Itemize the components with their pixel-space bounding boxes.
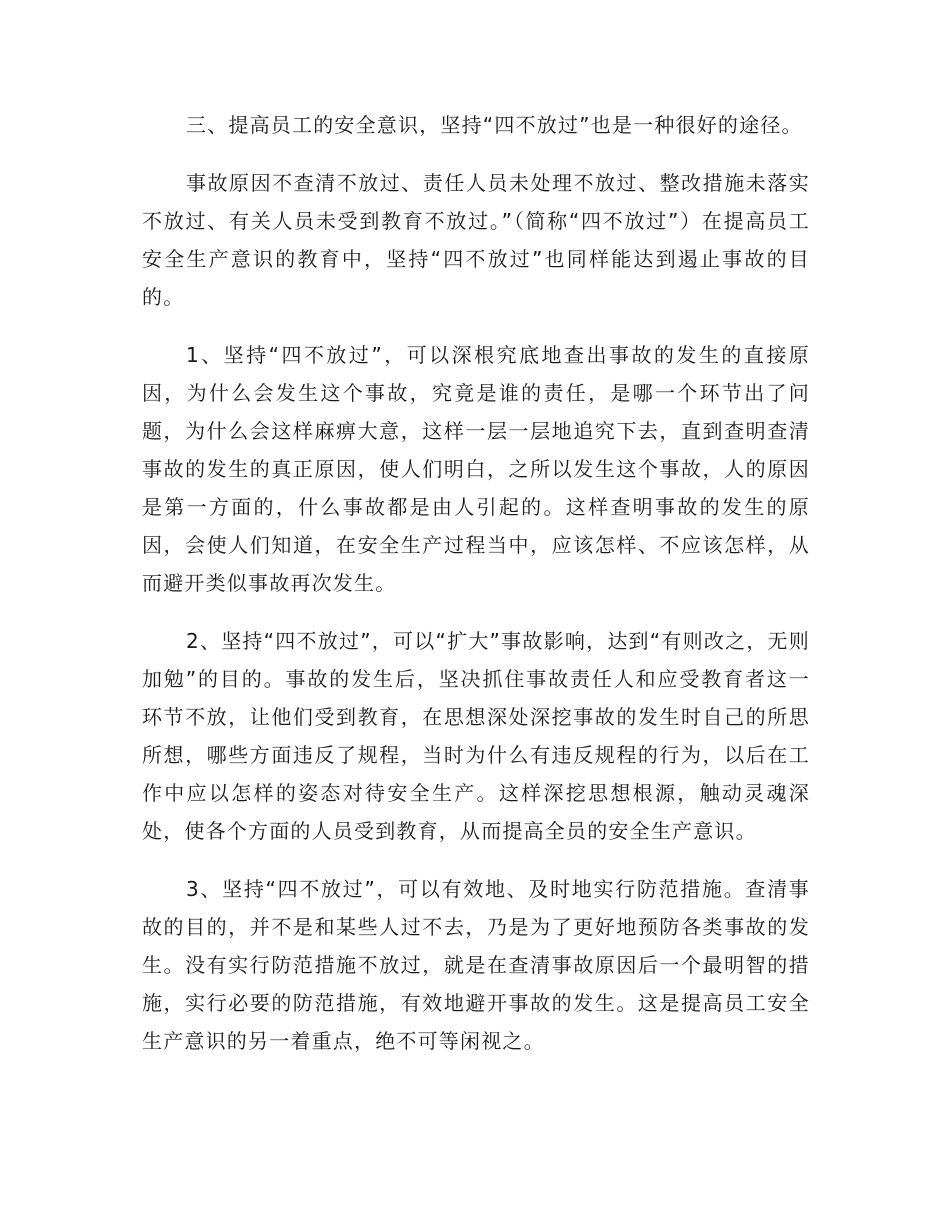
point-1-paragraph: 1、坚持“四不放过”，可以深根究底地查出事故的发生的直接原因，为什么会发生这个事故，究竟是谁的责任，是哪一个环节出了问题，为什么会这样麻痹大意，这样一层一层地追究下去，直到查明查清事故的发生的真正原因，使人们明白，之所以发生这个事故，人的原因是第一方面的，什么事故都是由人引起的。这样查明事故的发生的原因，会使人们知道，在安全生产过程当中，应该怎样、不应该怎样，从而避开类似事故再次发生。 xyxy=(142,343,810,595)
intro-paragraph: 事故原因不查清不放过、责任人员未处理不放过、整改措施未落实不放过、有关人员未受到教育不放过。”（简称“四不放过”）在提高员工安全生产意识的教育中，坚持“四不放过”也同样能达到遏止事故的目的。 xyxy=(142,171,810,309)
section-heading-paragraph: 三、提高员工的安全意识，坚持“四不放过”也是一种很好的途径。 xyxy=(186,113,803,137)
point-2-paragraph: 2、坚持“四不放过”，可以“扩大”事故影响，达到“有则改之，无则加勉”的目的。事故的发生后，坚决抓住事故责任人和应受教育者这一环节不放，让他们受到教育，在思想深处深挖事故的发生时自己的所思所想，哪些方面违反了规程，当时为什么有违反规程的行为，以后在工作中应以怎样的姿态对待安全生产。这样深挖思想根源，触动灵魂深处，使各个方面的人员受到教育，从而提高全员的安全生产意识。 xyxy=(142,629,810,843)
document-body xyxy=(142,106,810,1080)
point-3-paragraph: 3、坚持“四不放过”，可以有效地、及时地实行防范措施。查清事故的目的，并不是和某些人过不去，乃是为了更好地预防各类事故的发生。没有实行防范措施不放过，就是在查清事故原因后一个最明智的措施，实行必要的防范措施，有效地避开事故的发生。这是提高员工安全生产意识的另一着重点，绝不可等闲视之。 xyxy=(142,877,810,1053)
